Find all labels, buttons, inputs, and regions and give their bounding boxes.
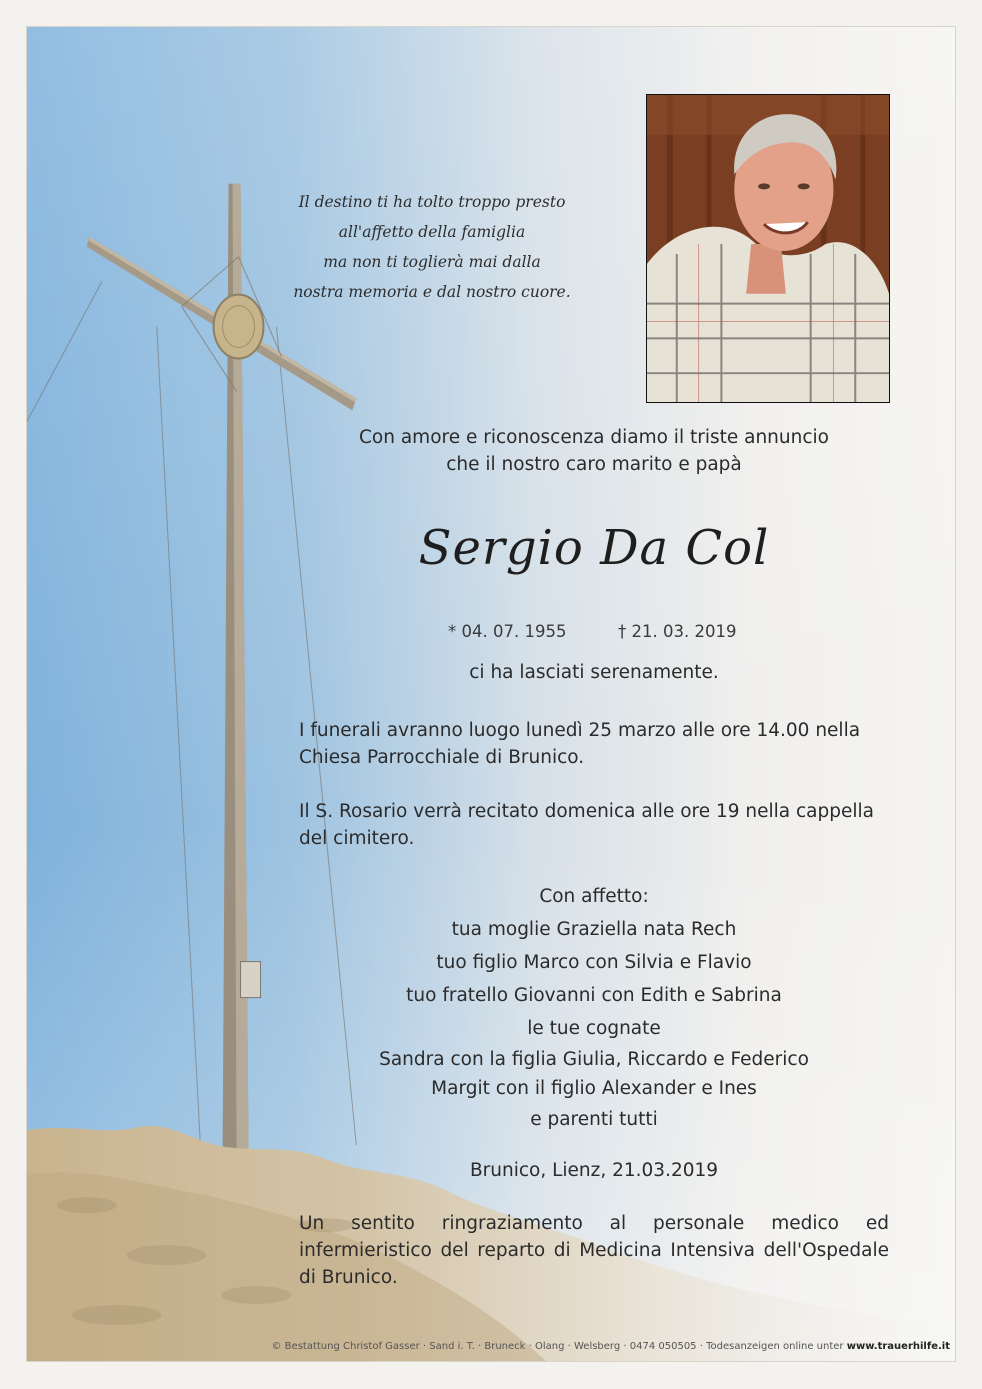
rosary-line: del cimitero. bbox=[299, 828, 415, 849]
quote-line: nostra memoria e dal nostro cuore. bbox=[293, 283, 571, 301]
family-member: le tue cognate bbox=[527, 1018, 661, 1039]
birth-date: * 04. 07. 1955 bbox=[448, 622, 567, 641]
funeral-line: I funerali avranno luogo lunedì 25 marzo alle ore 14.00 nella bbox=[299, 720, 861, 741]
quote-line: all'affetto della famiglia bbox=[338, 223, 526, 241]
family-list bbox=[300, 880, 888, 1136]
family-member: Margit con il figlio Alexander e Ines bbox=[431, 1078, 757, 1099]
family-member: e parenti tutti bbox=[530, 1109, 658, 1130]
rosary-info bbox=[299, 798, 889, 852]
memorial-quote bbox=[277, 187, 587, 307]
family-member: tua moglie Graziella nata Rech bbox=[451, 919, 737, 940]
rosary-line: Il S. Rosario verrà recitato domenica alle ore 19 nella cappella bbox=[299, 801, 875, 822]
family-member: tuo figlio Marco con Silvia e Flavio bbox=[436, 952, 752, 973]
portrait-photo bbox=[646, 94, 890, 403]
intro-line: Con amore e riconoscenza diamo il triste annuncio bbox=[359, 427, 829, 448]
intro-line: che il nostro caro marito e papà bbox=[446, 454, 742, 475]
deceased-name: Sergio Da Col bbox=[418, 520, 770, 576]
passed-text: ci ha lasciati serenamente. bbox=[469, 662, 719, 683]
family-member: tuo fratello Giovanni con Edith e Sabrina bbox=[406, 985, 782, 1006]
place-date: Brunico, Lienz, 21.03.2019 bbox=[469, 1160, 719, 1181]
footer bbox=[270, 1341, 950, 1352]
funeral-info bbox=[299, 717, 889, 771]
funeral-line: Chiesa Parrocchiale di Brunico. bbox=[299, 747, 585, 768]
family-member: Sandra con la figlia Giulia, Riccardo e Federico bbox=[379, 1049, 809, 1070]
quote-line: ma non ti toglierà mai dalla bbox=[323, 253, 541, 271]
acknowledgement: Un sentito ringraziamento al personale medico ed infermieristico del reparto di Medicina Intensiva dell'Ospedale di Brunico. bbox=[299, 1213, 889, 1288]
family-heading: Con affetto: bbox=[539, 886, 649, 907]
death-date: † 21. 03. 2019 bbox=[618, 622, 737, 641]
announcement-intro bbox=[300, 424, 888, 478]
quote-line: Il destino ti ha tolto troppo presto bbox=[298, 193, 566, 211]
footer-link[interactable]: www.trauerhilfe.it bbox=[846, 1341, 950, 1352]
footer-text: © Bestattung Christof Gasser · Sand i. T. · Bruneck · Olang · Welsberg · 0474 050505 · Todesanzeigen online unter bbox=[271, 1341, 847, 1352]
